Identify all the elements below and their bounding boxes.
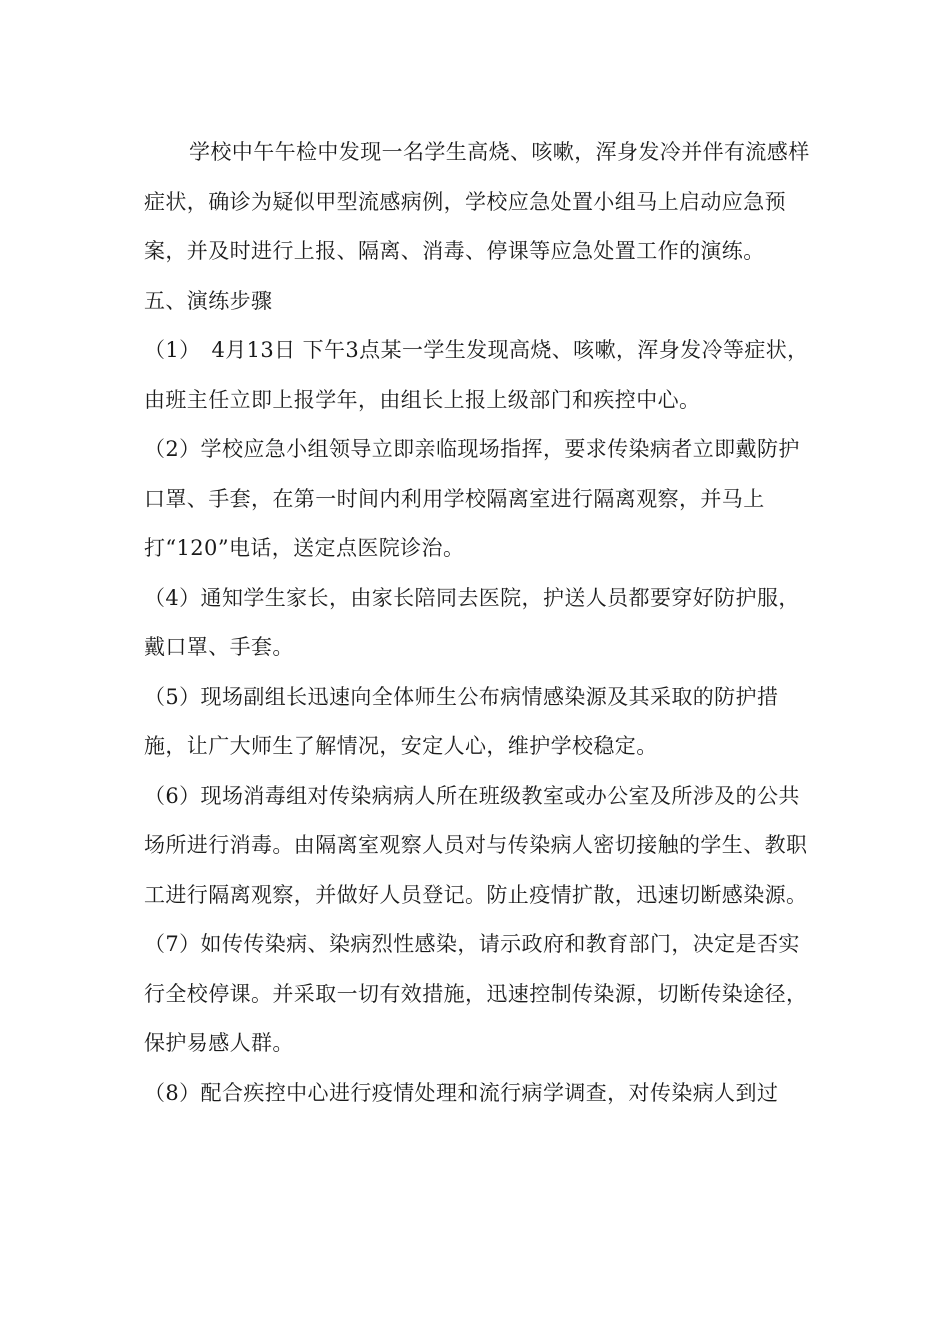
- step-8-paragraph: （8）配合疾控中心进行疫情处理和流行病学调查，对传染病人到过: [144, 1080, 779, 1105]
- step-4-paragraph: （4）通知学生家长，由家长陪同去医院，护送人员都要穿好防护服，戴口罩、手套。: [144, 585, 800, 659]
- step-6-paragraph: （6）现场消毒组对传染病病人所在班级教室或办公室及所涉及的公共场所进行消毒。由隔离室观察人员对与传染病人密切接触的学生、教职工进行隔离观察，并做好人员登记。防止疫情扩散，迅速切断感染源。: [144, 783, 808, 907]
- step-1-paragraph: （1） 4月13日 下午3点某一学生发现高烧、咳嗽，浑身发冷等症状，由班主任立即上报学年，由组长上报上级部门和疾控中心。: [144, 338, 809, 412]
- section-heading: 五、演练步骤: [144, 288, 273, 313]
- step-5-paragraph: （5）现场副组长迅速向全体师生公布病情感染源及其采取的防护措施，让广大师生了解情况，安定人心，维护学校稳定。: [144, 684, 779, 758]
- document-page: [144, 128, 820, 1118]
- step-7-paragraph: （7）如传传染病、染病烈性感染，请示政府和教育部门，决定是否实行全校停课。并采取一切有效措施，迅速控制传染源，切断传染途径，保护易感人群。: [144, 932, 808, 1055]
- intro-paragraph: 学校中午午检中发现一名学生高烧、咳嗽，浑身发冷并伴有流感样症状，确诊为疑似甲型流感病例，学校应急处置小组马上启动应急预案，并及时进行上报、隔离、消毒、停课等应急处置工作的演练。: [144, 140, 810, 263]
- step-2-paragraph: （2）学校应急小组领导立即亲临现场指挥，要求传染病者立即戴防护口罩、手套，在第一时间内利用学校隔离室进行隔离观察，并马上打“120”电话，送定点医院诊治。: [144, 437, 800, 560]
